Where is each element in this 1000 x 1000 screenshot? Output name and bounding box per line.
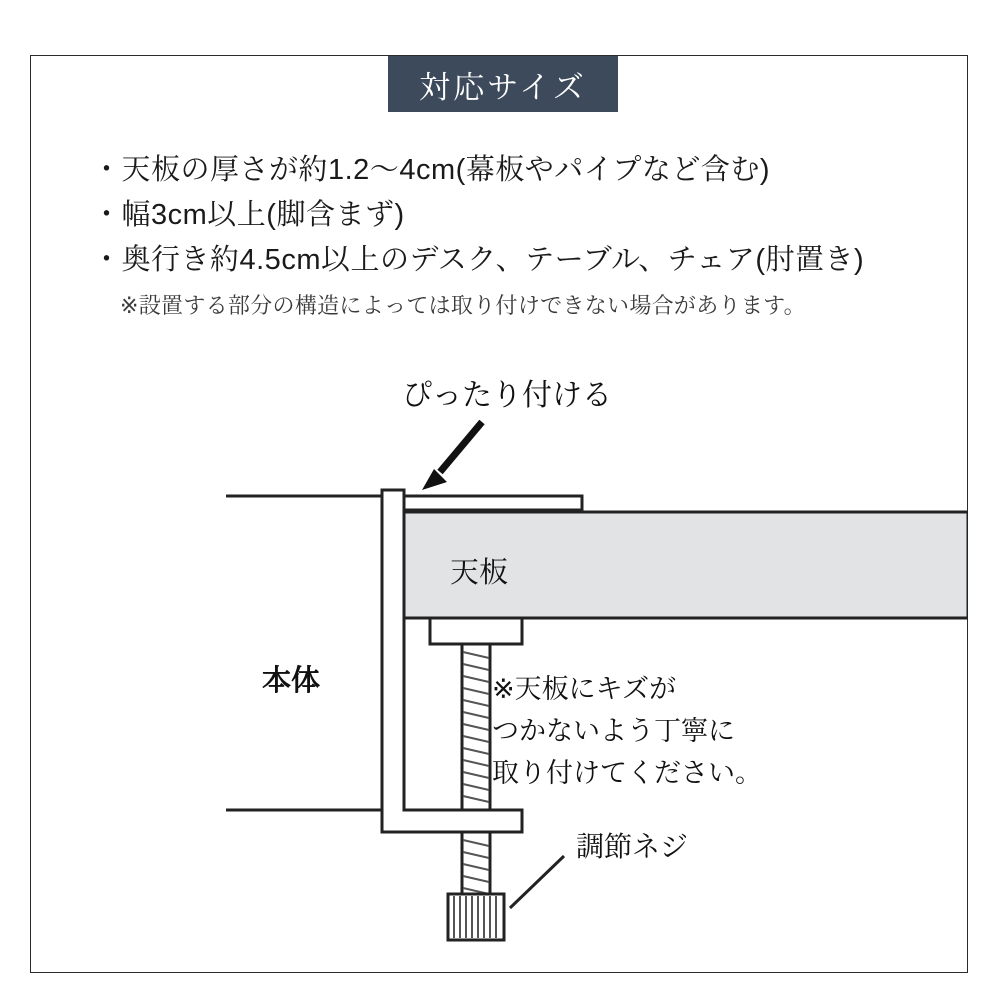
caution-line-2: つかないよう丁寧に	[492, 716, 735, 746]
spec-note: ※設置する部分の構造によっては取り付けできない場合があります。	[120, 292, 806, 318]
clamp-diagram	[30, 350, 968, 970]
tabletop-label: 天板	[450, 557, 509, 589]
clamp-screw-lower-shaft	[462, 832, 490, 894]
clamp-pressure-pad	[430, 618, 522, 644]
spec-item-depth: ・奥行き約4.5cm以上のデスク、テーブル、チェア(肘置き)	[92, 243, 865, 276]
section-banner	[388, 56, 618, 112]
banner-title: 対応サイズ	[419, 69, 587, 105]
body-label: 本体	[262, 665, 321, 697]
callout-top-label: ぴったり付ける	[402, 379, 612, 412]
callout-arrow	[422, 422, 482, 490]
spec-list	[92, 148, 922, 320]
spec-item-width: ・幅3cm以上(脚含まず)	[92, 198, 405, 231]
screw-leader-line	[510, 856, 564, 908]
clamp-screw-shaft	[462, 644, 490, 810]
caution-line-3: 取り付けてください。	[492, 758, 762, 788]
spec-item-thickness: ・天板の厚さが約1.2〜4cm(幕板やパイプなど含む)	[92, 154, 771, 186]
adjust-knob	[448, 894, 504, 940]
caution-line-1: ※天板にキズが	[492, 674, 677, 704]
clamp-upper-jaw	[396, 496, 582, 510]
screw-label: 調節ネジ	[576, 831, 689, 862]
